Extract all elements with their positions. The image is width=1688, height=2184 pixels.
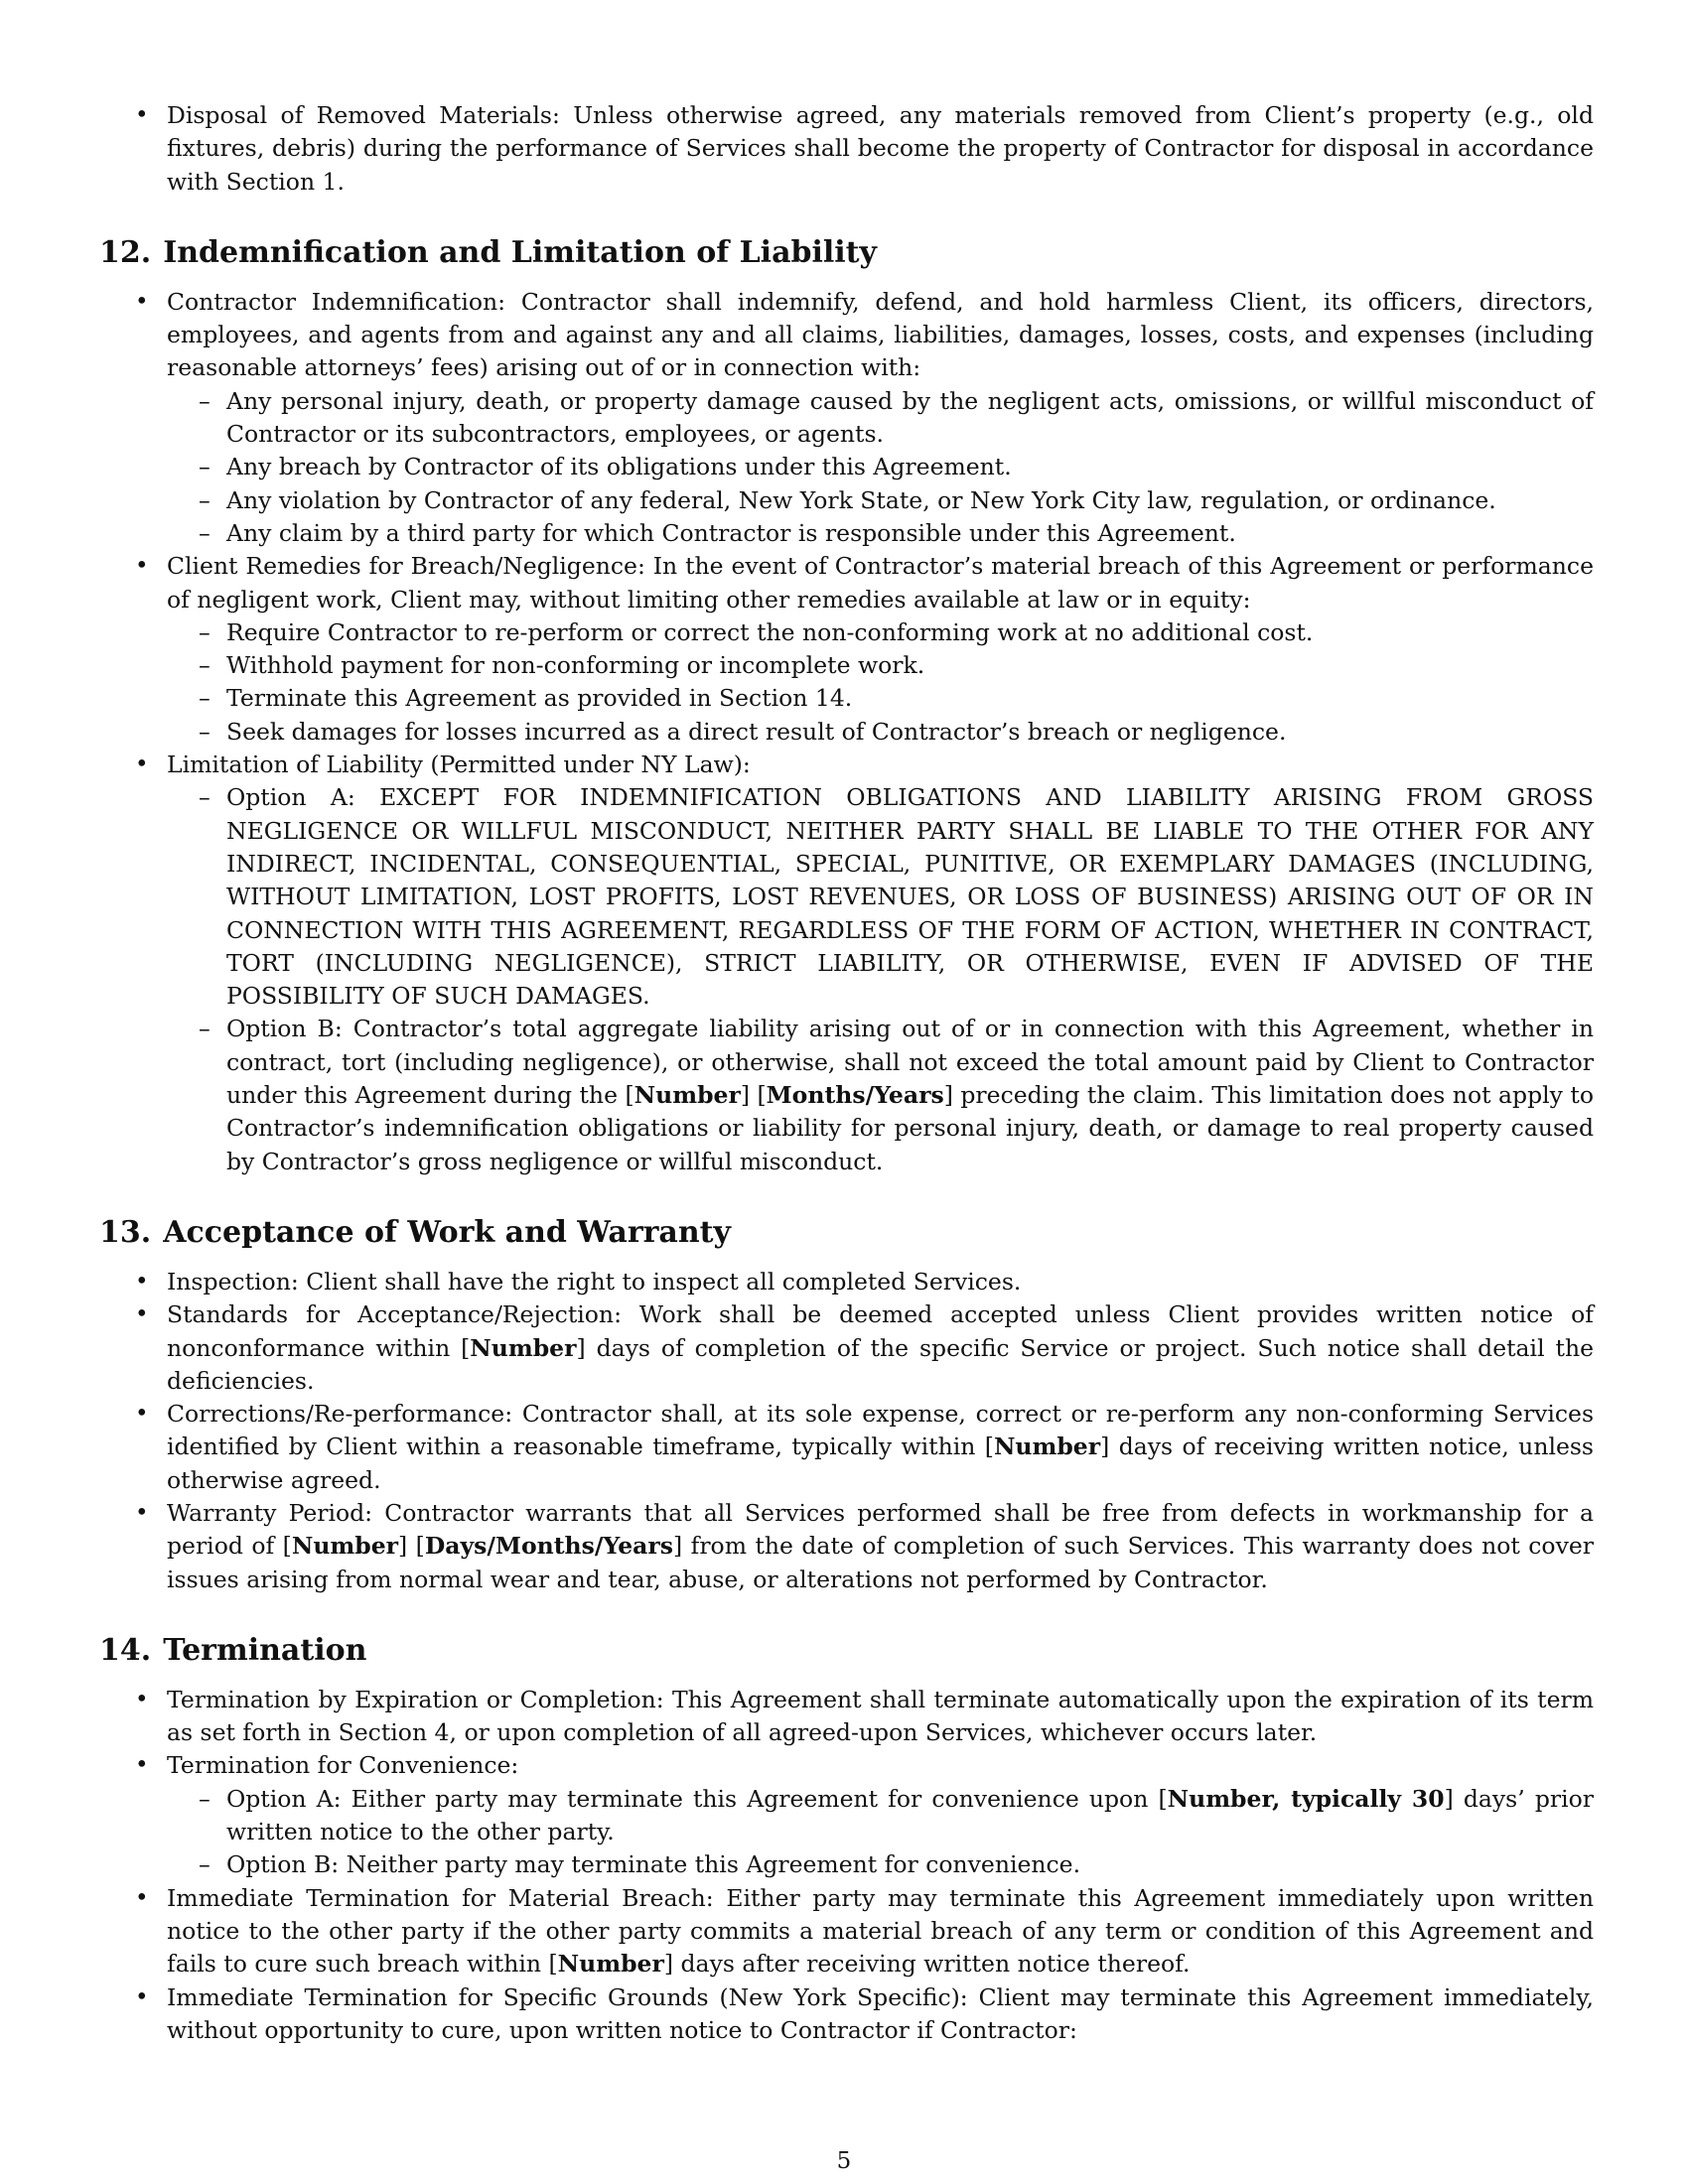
page-number: 5	[836, 2148, 852, 2174]
remedies-sublist	[167, 616, 1594, 749]
sub-item: – Withhold payment for non-conforming or incomplete work.	[167, 649, 1594, 682]
list-item: • Warranty Period: Contractor warrants that all Services performed shall be free from defects in workmanship for a period of [Number] [Days/Months/Years] from the date of completion of such Services. This warranty does not cover issues arising from normal wear and tear, abuse, or alterations not performed by Contractor.	[99, 1497, 1594, 1596]
list-item: • Immediate Termination for Specific Grounds (New York Specific): Client may terminate this Agreement immediately, without opportunity to cure, upon written notice to Contractor if Contractor:	[99, 1981, 1594, 2048]
list-item: • Limitation of Liability (Permitted under NY Law): – Option A: EXCEPT FOR INDEMNIFICATION OBLIGATIONS AND LIABILITY ARISING FROM GROSS NEGLIGENCE OR WILLFUL MISCONDUCT, NEITHER PARTY SHALL BE LIABLE TO THE OTHER FOR ANY INDIRECT, INCIDENTAL, CONSEQUENTIAL, SPECIAL, PUNITIVE, OR EXEMPLARY DAMAGES (INCLUDING, WITHOUT LIMITATION, LOST PROFITS, LOST REVENUES, OR LOSS OF BUSINESS) ARISING OUT OF OR IN CONNECTION WITH THIS AGREEMENT, REGARDLESS OF THE FORM OF ACTION, WHETHER IN CONTRACT, TORT (INCLUDING NEGLIGENCE), STRICT LIABILITY, OR OTHERWISE, EVEN IF ADVISED OF THE POSSIBILITY OF SUCH DAMAGES. – Option B: Contractor’s total aggregate liability arising out of or in connection with this Agreement, whether in contract, tort (including negligence), or otherwise, shall not exceed the total amount paid by Client to Contractor under this Agreement during the [Number] [Months/Years] preceding the claim. This limitation does not apply to Contractor’s indemnification obligations or liability for personal injury, death, or damage to real property caused by Contractor’s gross negligence or willful misconduct.	[99, 749, 1594, 1178]
list-item: • Inspection: Client shall have the right to inspect all completed Services.	[99, 1266, 1594, 1298]
sub-item: – Any violation by Contractor of any federal, New York State, or New York City law, regulation, or ordinance.	[167, 484, 1594, 517]
section-12-list	[99, 286, 1594, 1178]
sub-item: – Option B: Contractor’s total aggregate liability arising out of or in connection with this Agreement, whether in contract, tort (including negligence), or otherwise, shall not exceed the total amount paid by Client to Contractor under this Agreement during the [Number] [Months/Years] preceding the claim. This limitation does not apply to Contractor’s indemnification obligations or liability for personal injury, death, or damage to real property caused by Contractor’s gross negligence or willful misconduct.	[167, 1013, 1594, 1177]
sub-item: – Seek damages for losses incurred as a direct result of Contractor’s breach or negligence.	[167, 716, 1594, 749]
disposal-text: Disposal of Removed Materials: Unless otherwise agreed, any materials removed from Client’s property (e.g., old fixtures, debris) during the performance of Services shall become the property of Contractor for disposal in accordance with Section 1.	[167, 101, 1594, 196]
list-item: • Contractor Indemnification: Contractor shall indemnify, defend, and hold harmless Client, its officers, directors, employees, and agents from and against any and all claims, liabilities, damages, losses, costs, and expenses (including reasonable attorneys’ fees) arising out of or in connection with: – Any personal injury, death, or property damage caused by the negligent acts, omissions, or willful misconduct of Contractor or its subcontractors, employees, or agents. – Any breach by Contractor of its obligations under this Agreement. – Any violation by Contractor of any federal, New York State, or New York City law, regulation, or ordinance. – Any claim by a third party for which Contractor is responsible under this Agreement.	[99, 286, 1594, 550]
sub-item: – Any personal injury, death, or property damage caused by the negligent acts, omissions, or willful misconduct of Contractor or its subcontractors, employees, or agents.	[167, 385, 1594, 452]
list-item: • Corrections/Re-performance: Contractor shall, at its sole expense, correct or re-perform any non-conforming Services identified by Client within a reasonable timeframe, typically within [Number] days of receiving written notice, unless otherwise agreed.	[99, 1398, 1594, 1497]
list-item: • Immediate Termination for Material Breach: Either party may terminate this Agreement immediately upon written notice to the other party if the other party commits a material breach of any term or condition of this Agreement and fails to cure such breach within [Number] days after receiving written notice thereof.	[99, 1882, 1594, 1981]
document-page	[99, 99, 1594, 2047]
section-13-heading: 13. Acceptance of Work and Warranty	[99, 1214, 731, 1250]
sub-item: – Any breach by Contractor of its obligations under this Agreement.	[167, 451, 1594, 483]
convenience-sublist	[167, 1783, 1594, 1882]
list-item: • Client Remedies for Breach/Negligence: In the event of Contractor’s material breach of this Agreement or performance of negligent work, Client may, without limiting other remedies available at law or in equity: – Require Contractor to re-perform or correct the non-conforming work at no additional cost. – Withhold payment for non-conforming or incomplete work. – Terminate this Agreement as provided in Section 14. – Seek damages for losses incurred as a direct result of Contractor’s breach or negligence.	[99, 550, 1594, 749]
sub-item: – Terminate this Agreement as provided in Section 14.	[167, 682, 1594, 715]
sub-item: – Require Contractor to re-perform or correct the non-conforming work at no additional cost.	[167, 616, 1594, 649]
list-item: • Termination by Expiration or Completion: This Agreement shall terminate automatically upon the expiration of its term as set forth in Section 4, or upon completion of all agreed-upon Services, whichever occurs later.	[99, 1684, 1594, 1750]
list-item: • Termination for Convenience: – Option A: Either party may terminate this Agreement for convenience upon [Number, typically 30] days’ prior written notice to the other party. – Option B: Neither party may terminate this Agreement for convenience.	[99, 1749, 1594, 1881]
section-12-heading: 12. Indemnification and Limitation of Liability	[99, 234, 877, 270]
sub-item: – Option B: Neither party may terminate this Agreement for convenience.	[167, 1848, 1594, 1881]
sub-item: – Option A: EXCEPT FOR INDEMNIFICATION OBLIGATIONS AND LIABILITY ARISING FROM GROSS NEGLIGENCE OR WILLFUL MISCONDUCT, NEITHER PARTY SHALL BE LIABLE TO THE OTHER FOR ANY INDIRECT, INCIDENTAL, CONSEQUENTIAL, SPECIAL, PUNITIVE, OR EXEMPLARY DAMAGES (INCLUDING, WITHOUT LIMITATION, LOST PROFITS, LOST REVENUES, OR LOSS OF BUSINESS) ARISING OUT OF OR IN CONNECTION WITH THIS AGREEMENT, REGARDLESS OF THE FORM OF ACTION, WHETHER IN CONTRACT, TORT (INCLUDING NEGLIGENCE), STRICT LIABILITY, OR OTHERWISE, EVEN IF ADVISED OF THE POSSIBILITY OF SUCH DAMAGES.	[167, 781, 1594, 1013]
carryover-list	[99, 99, 1594, 199]
section-13-list	[99, 1266, 1594, 1596]
limitation-sublist	[167, 781, 1594, 1178]
section-14-list	[99, 1684, 1594, 2047]
sub-item: – Option A: Either party may terminate this Agreement for convenience upon [Number, typically 30] days’ prior written notice to the other party.	[167, 1783, 1594, 1849]
sub-item: – Any claim by a third party for which Contractor is responsible under this Agreement.	[167, 517, 1594, 550]
list-item	[99, 99, 1594, 199]
section-14-heading: 14. Termination	[99, 1632, 367, 1668]
list-item: • Standards for Acceptance/Rejection: Work shall be deemed accepted unless Client provides written notice of nonconformance within [Number] days of completion of the specific Service or project. Such notice shall detail the deficiencies.	[99, 1298, 1594, 1398]
indemnification-sublist	[167, 385, 1594, 550]
